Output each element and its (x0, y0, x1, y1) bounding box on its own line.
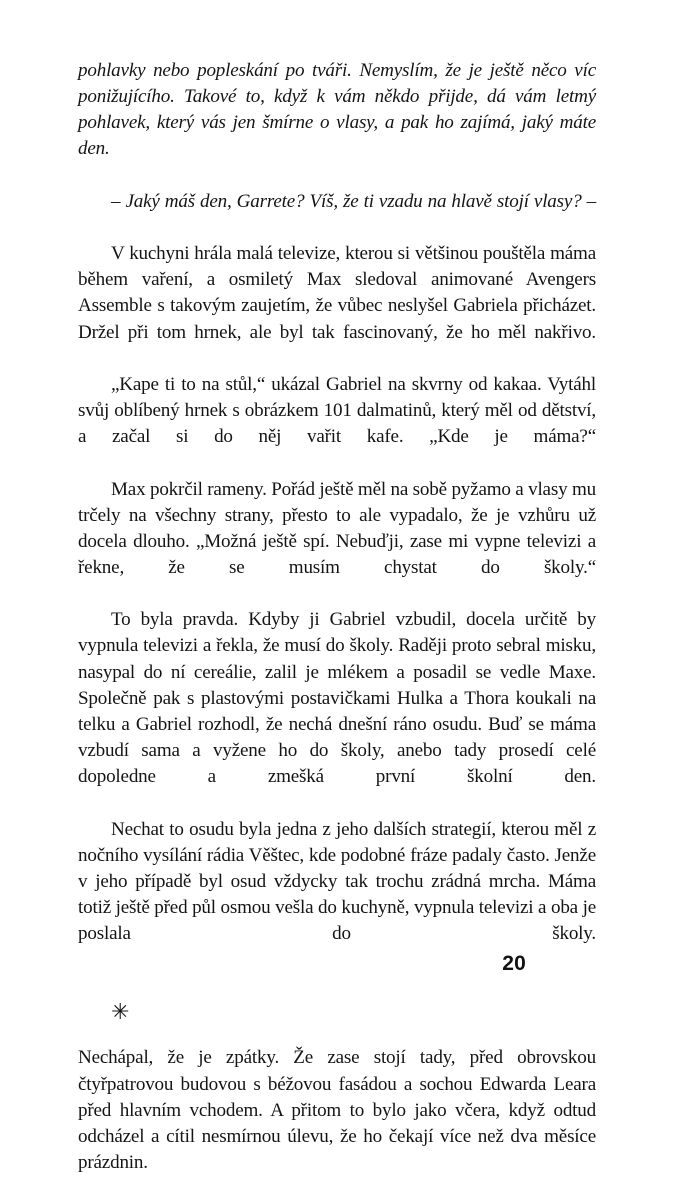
paragraph-max-shrug: Max pokrčil rameny. Pořád ještě měl na sobě pyžamo a vlasy mu trčely na všechny strany, přesto to ale vypadalo, že je vzhůru už docela dlouho. „Možná ještě spí. Nebuďji, zase mi vypne televizi a řekne, že se musím chystat do školy.“ (78, 478, 596, 578)
paragraph-kitchen-tv: V kuchyni hrála malá televize, kterou si většinou pouštěla máma během vaření, a osmiletý Max sledoval animované Avengers Assemble s takovým zaujetím, že vůbec neslyšel Gabriela přicházet. Držel při tom hrnek, ale byl tak fascinovaný, že ho měl nakřivo. (78, 243, 596, 343)
section-break (78, 991, 596, 1045)
paragraph-cereal-bowl: To byla pravda. Kdyby ji Gabriel vzbudil, docela určitě by vypnula televizi a řekla, že musí do školy. Raději proto sebral misku, nasypal do ní cereálie, zalil je mlékem a posadil se vedle Maxe. Společně pak s plastovými postavičkami Hulka a Thora koukali na telku a Gabriel rozhodl, že nechá dnešní ráno osudu. Buď se máma vzbudí sama a vyžene ho do školy, anebo tady prosedí celé dopoledne a zmešká první školní den. (78, 609, 596, 788)
paragraph-fate-strategy: Nechat to osudu byla jedna z jeho dalších strategií, kterou měl z nočního vysílání rádia Věštec, kde podobné fráze padaly často. Jenže v jeho případě byl osud vždycky tak trochu zrádná mrcha. Máma totiž ještě před půl osmou vešla do kuchyně, vypnula televizi a oba je poslala do školy. (78, 818, 596, 945)
spacer-before-section-break (78, 973, 596, 991)
paragraph-opening-italic: pohlavky nebo popleskání po tváři. Nemyslím, že je ještě něco víc ponižujícího. Takové to, když k vám někdo přijde, dá vám letmý pohlavek, který vás jen šmírne o vlasy, a pak ho zajímá, jaký máte den. (78, 60, 596, 160)
page-text-block (78, 58, 596, 1202)
paragraph-back-at-school: Nechápal, že je zpátky. Že zase stojí tady, před obrovskou čtyřpatrovou budovou s béžovou fasádou a sochou Edwarda Leara před hlavním vchodem. A přitom to bylo jako včera, když odtud odcházel a cítil nesmírnou úlevu, že ho čekají více než dva měsíce prázdnin. (78, 1047, 596, 1174)
paragraph-mug-dalmatians: „Kape ti to na stůl,“ ukázal Gabriel na skvrny od kakaa. Vytáhl svůj oblíbený hrnek s obrázkem 101 dalmatinů, který měl od dětství, a začal si do něj vařit kafe. „Kde je máma?“ (78, 373, 596, 448)
paragraph-dialogue-line: – Jaký máš den, Garrete? Víš, že ti vzadu na hlavě stojí vlasy? – (111, 190, 596, 212)
section-break-asterisk-icon: ✳ (111, 999, 130, 1025)
page-number: 20 (502, 952, 526, 975)
